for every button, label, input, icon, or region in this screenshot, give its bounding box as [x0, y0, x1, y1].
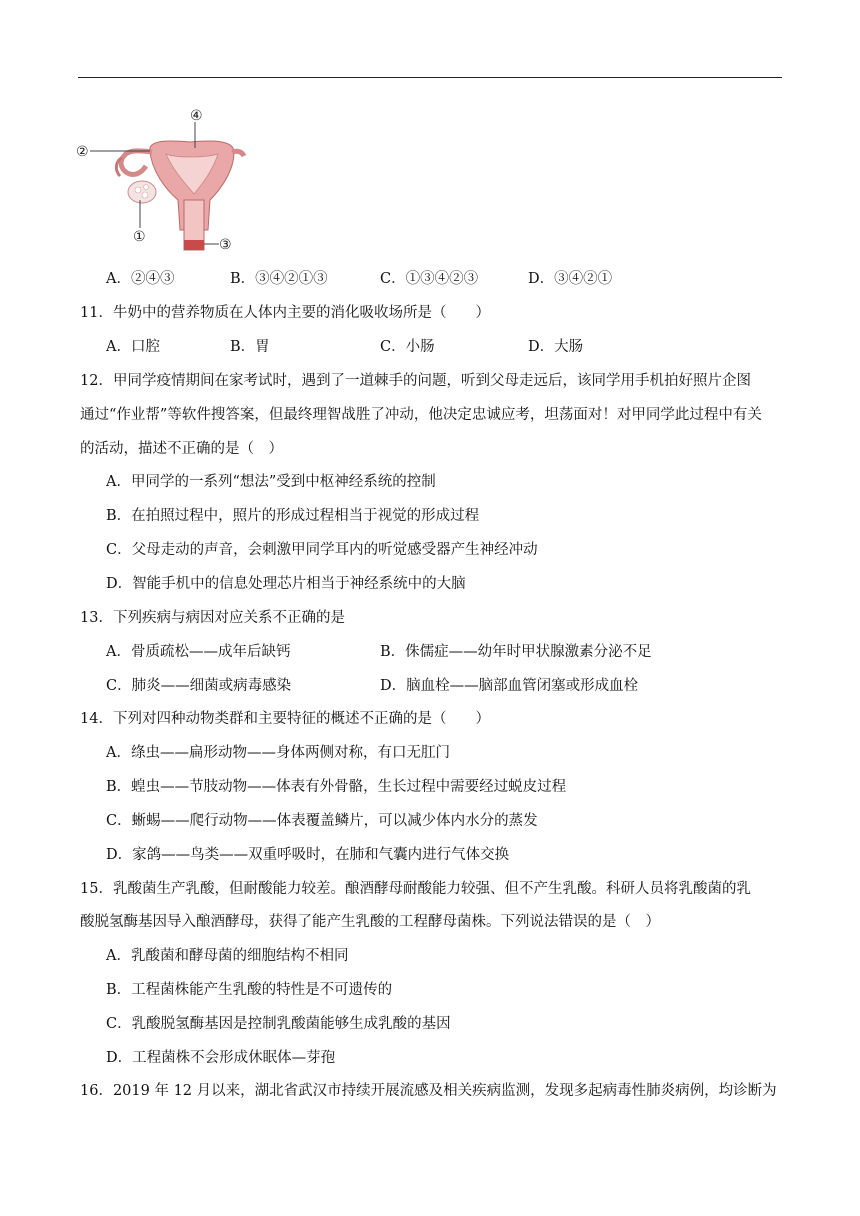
- q15-stem-line-2: 酸脱氢酶基因导入酿酒酵母，获得了能产生乳酸的工程酵母菌株。下列说法错误的是（ ）: [80, 914, 660, 930]
- q11-option-b: B．胃: [230, 339, 270, 355]
- q12-stem-line-1: 12．甲同学疫情期间在家考试时，遇到了一道棘手的问题，听到父母走远后，该同学用手机拍好照片企图: [80, 373, 751, 389]
- q15-option-c: C．乳酸脱氢酶基因是控制乳酸菌能够生成乳酸的基因: [106, 1016, 451, 1032]
- figure-label-4: ④: [190, 108, 203, 124]
- q16-stem: 16．2019 年 12 月以来，湖北省武汉市持续开展流感及相关疾病监测，发现多起病毒性肺炎病例，均诊断为: [80, 1083, 777, 1099]
- q13-option-c: C．肺炎——细菌或病毒感染: [106, 678, 292, 694]
- q10-option-a: A．②④③: [106, 271, 175, 287]
- figure-label-1: ①: [133, 229, 146, 245]
- q15-stem-line-1: 15．乳酸菌生产乳酸，但耐酸能力较差。酿酒酵母耐酸能力较强、但不产生乳酸。科研人员将乳酸菌的乳: [80, 881, 751, 897]
- q14-option-c: C．蜥蜴——爬行动物——体表覆盖鳞片，可以减少体内水分的蒸发: [106, 813, 538, 829]
- q13-stem: 13．下列疾病与病因对应关系不正确的是: [80, 610, 345, 626]
- q14-stem: 14．下列对四种动物类群和主要特征的概述不正确的是（ ）: [80, 711, 490, 727]
- q15-option-a: A．乳酸菌和酵母菌的细胞结构不相同: [106, 948, 349, 964]
- q12-option-a: A．甲同学的一系列“想法”受到中枢神经系统的控制: [106, 474, 436, 490]
- q12-stem-line-3: 的活动，描述不正确的是（ ）: [80, 441, 283, 457]
- q12-option-d: D．智能手机中的信息处理芯片相当于神经系统中的大脑: [106, 576, 466, 592]
- q13-option-a: A．骨质疏松——成年后缺钙: [106, 644, 291, 660]
- q10-option-b: B．③④②①③: [230, 271, 328, 287]
- q14-option-d: D．家鸽——鸟类——双重呼吸时，在肺和气囊内进行气体交换: [106, 847, 510, 863]
- q13-option-b: B．侏儒症——幼年时甲状腺激素分泌不足: [380, 644, 652, 660]
- q11-option-a: A．口腔: [106, 339, 160, 355]
- q11-option-c: C．小肠: [380, 339, 435, 355]
- header-rule: [78, 77, 782, 78]
- q12-option-b: B．在拍照过程中，照片的形成过程相当于视觉的形成过程: [106, 508, 480, 524]
- q11-stem: 11．牛奶中的营养物质在人体内主要的消化吸收场所是（ ）: [80, 305, 490, 321]
- figure-label-3: ③: [219, 237, 232, 253]
- q10-option-c: C．①③④②③: [380, 271, 479, 287]
- q10-option-d: D．③④②①: [528, 271, 613, 287]
- q13-option-d: D．脑血栓——脑部血管闭塞或形成血栓: [380, 678, 639, 694]
- q12-option-c: C．父母走动的声音，会刺激甲同学耳内的听觉感受器产生神经冲动: [106, 542, 538, 558]
- q15-option-b: B．工程菌株能产生乳酸的特性是不可遗传的: [106, 982, 393, 998]
- q14-option-a: A．绦虫——扁形动物——身体两侧对称，有口无肛门: [106, 745, 450, 761]
- q12-stem-line-2: 通过“作业帮”等软件搜答案，但最终理智战胜了冲动，他决定忠诚应考，坦荡面对！对甲同学此过程中有关: [80, 407, 762, 423]
- q15-option-d: D．工程菌株不会形成休眠体—芽孢: [106, 1050, 336, 1066]
- q11-option-d: D．大肠: [528, 339, 584, 355]
- q14-option-b: B．蝗虫——节肢动物——体表有外骨骼，生长过程中需要经过蜕皮过程: [106, 779, 567, 795]
- reproductive-system-figure: [72, 100, 247, 260]
- figure-label-2: ②: [76, 144, 89, 160]
